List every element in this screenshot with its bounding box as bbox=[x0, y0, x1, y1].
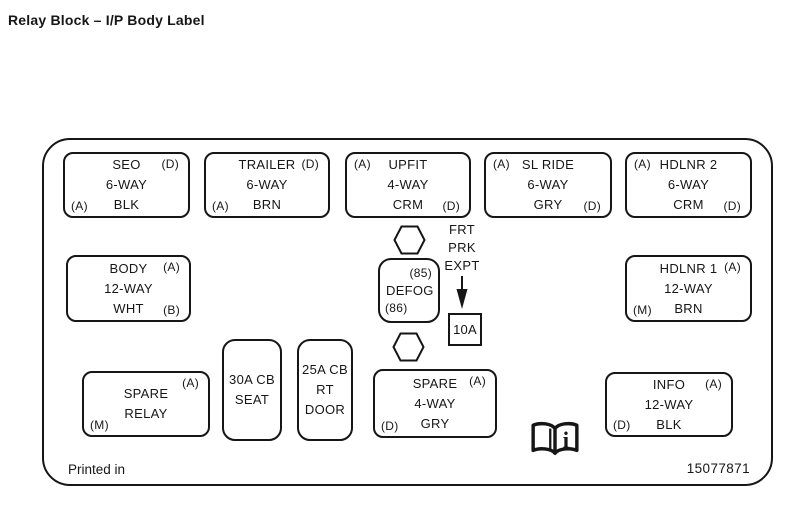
connector-way: 12-WAY bbox=[644, 396, 694, 412]
relay-name: RELAY bbox=[124, 406, 168, 421]
connector-name: UPFIT bbox=[388, 157, 428, 172]
frt-prk-expt-label: FRT PRK EXPT bbox=[444, 222, 480, 273]
fuse-10a: 10A bbox=[448, 313, 482, 346]
connector-way: 4-WAY bbox=[414, 395, 456, 411]
breaker-rating: 30A CB bbox=[229, 372, 275, 387]
connector-name: HDLNR 1 bbox=[659, 260, 718, 276]
connector-name: SL RIDE bbox=[521, 157, 575, 172]
corner-label: (D) bbox=[381, 419, 399, 433]
breaker-rating: 25A CB bbox=[302, 362, 348, 377]
connector-hdlnr-2 bbox=[625, 152, 752, 218]
connector-color: GRY bbox=[420, 415, 450, 431]
connector-color: GRY bbox=[533, 197, 563, 212]
connector-color: CRM bbox=[673, 197, 704, 212]
connector-sl-ride bbox=[484, 152, 612, 218]
corner-label: (D) bbox=[301, 157, 319, 171]
connector-name: HDLNR 2 bbox=[659, 157, 718, 172]
corner-label: (M) bbox=[633, 303, 652, 317]
connector-upfit bbox=[345, 152, 471, 218]
corner-label: (A) bbox=[354, 157, 371, 171]
printed-in-label: Printed in bbox=[68, 462, 126, 477]
connector-body bbox=[66, 255, 191, 322]
connector-info bbox=[605, 372, 733, 437]
relay-spare bbox=[82, 371, 210, 437]
connector-name: INFO bbox=[652, 376, 686, 392]
connector-color: BLK bbox=[113, 197, 140, 212]
corner-label: (A) bbox=[182, 376, 199, 390]
corner-label: (A) bbox=[493, 157, 510, 171]
connector-way: 12-WAY bbox=[664, 280, 713, 296]
corner-label: (A) bbox=[469, 374, 486, 388]
relay-defog bbox=[378, 258, 440, 323]
connector-way: 6-WAY bbox=[527, 177, 569, 192]
connector-way: 6-WAY bbox=[667, 177, 710, 192]
connector-way: 6-WAY bbox=[105, 177, 148, 192]
connector-color: WHT bbox=[113, 300, 144, 316]
corner-label: (M) bbox=[90, 418, 109, 432]
connector-hdlnr-1 bbox=[625, 255, 752, 322]
connector-color: BRN bbox=[252, 197, 282, 212]
corner-label: (85) bbox=[409, 266, 432, 280]
corner-label: (D) bbox=[161, 157, 179, 171]
breaker-name: DOOR bbox=[304, 402, 346, 417]
corner-label: (A) bbox=[212, 199, 229, 213]
owner-manual-book-icon bbox=[528, 420, 582, 458]
connector-name: SPARE bbox=[412, 375, 458, 391]
svg-text:i: i bbox=[562, 427, 570, 453]
connector-name: SEO bbox=[112, 157, 141, 172]
connector-color: BRN bbox=[674, 300, 703, 316]
breaker-name: SEAT bbox=[234, 392, 270, 407]
breaker-name: RT bbox=[316, 382, 334, 397]
corner-label: (86) bbox=[385, 301, 408, 315]
corner-label: (A) bbox=[71, 199, 88, 213]
relay-name: SPARE bbox=[123, 386, 169, 401]
corner-label: (A) bbox=[724, 260, 741, 274]
circuit-breaker-rt-door bbox=[297, 339, 353, 441]
connector-way: 12-WAY bbox=[104, 280, 153, 296]
corner-label: (A) bbox=[634, 157, 651, 171]
connector-seo bbox=[63, 152, 190, 218]
page-title: Relay Block – I/P Body Label bbox=[8, 12, 205, 28]
relay-name: DEFOG bbox=[386, 282, 434, 298]
down-arrow-icon bbox=[456, 276, 468, 310]
connector-name: BODY bbox=[109, 260, 148, 276]
connector-trailer bbox=[204, 152, 330, 218]
connector-spare-4way bbox=[373, 369, 497, 438]
connector-name: TRAILER bbox=[238, 157, 296, 172]
connector-color: CRM bbox=[392, 197, 424, 212]
connector-way: 4-WAY bbox=[387, 177, 429, 192]
corner-label: (D) bbox=[583, 199, 601, 213]
part-number: 15077871 bbox=[686, 461, 750, 476]
circuit-breaker-seat bbox=[222, 339, 282, 441]
corner-label: (B) bbox=[163, 303, 180, 317]
corner-label: (D) bbox=[442, 199, 460, 213]
corner-label: (A) bbox=[705, 377, 722, 391]
connector-color: BLK bbox=[656, 416, 682, 432]
hex-bolt-icon bbox=[392, 332, 425, 362]
connector-way: 6-WAY bbox=[246, 177, 288, 192]
hex-bolt-icon bbox=[393, 225, 426, 255]
corner-label: (D) bbox=[723, 199, 741, 213]
corner-label: (D) bbox=[613, 418, 631, 432]
corner-label: (A) bbox=[163, 260, 180, 274]
